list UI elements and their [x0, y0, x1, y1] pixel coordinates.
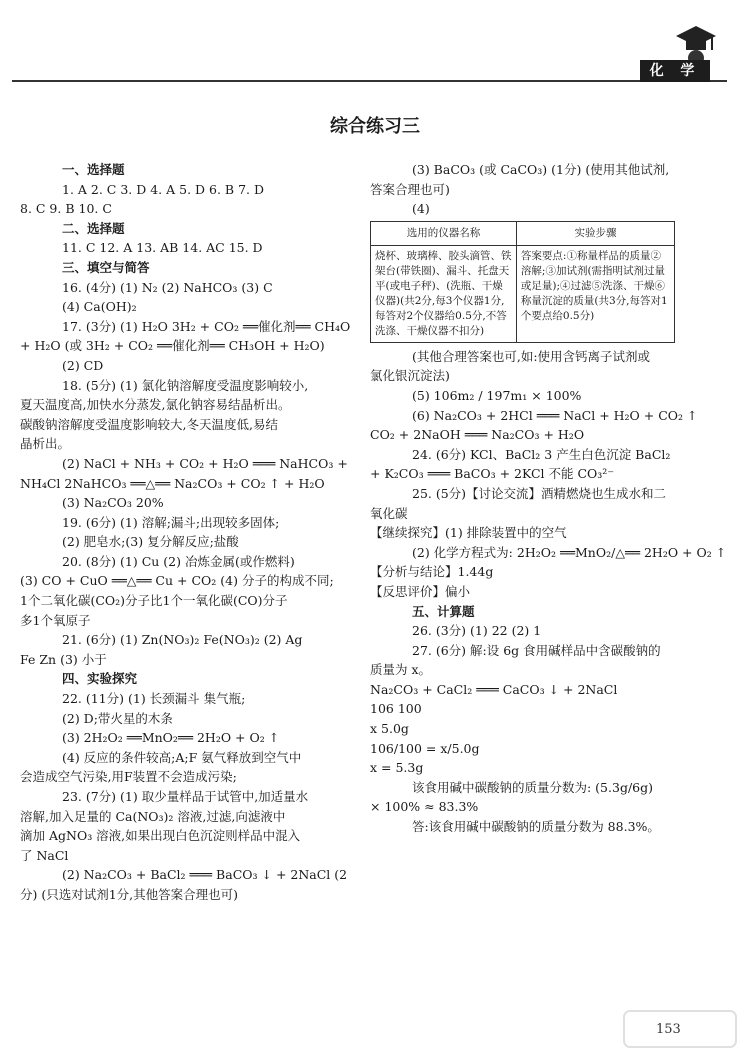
answer-line: 质量为 x。 [370, 662, 432, 678]
answer-line: (2) Na₂CO₃ + BaCl₂ ═══ BaCO₃ ↓ + 2NaCl (2 [62, 867, 348, 883]
answer-line: 11. C 12. A 13. AB 14. AC 15. D [62, 240, 263, 256]
answer-line: (4) [412, 201, 430, 217]
answer-line: CO₂ + 2NaOH ═══ Na₂CO₃ + H₂O [370, 427, 585, 443]
answer-line: (2) 化学方程式为: 2H₂O₂ ══MnO₂/△══ 2H₂O + O₂ ↑ [412, 544, 727, 560]
answer-line: (4) 反应的条件较高;A;F 氨气释放到空气中 [62, 749, 302, 765]
section-heading: 二、选择题 [62, 220, 125, 236]
answer-line: 106 100 [370, 701, 422, 717]
answer-line: (3) BaCO₃ (或 CaCO₃) (1分) (使用其他试剂, [412, 162, 670, 177]
answer-line: 8. C 9. B 10. C [20, 201, 112, 217]
section-heading: 三、填空与简答 [62, 259, 150, 275]
answer-line: NH₄Cl 2NaHCO₃ ══△══ Na₂CO₃ + CO₂ ↑ + H₂O [20, 475, 325, 491]
answer-line: x 5.0g [370, 721, 409, 737]
answer-line: 晶析出。 [20, 436, 71, 452]
answer-line: (2) NaCl + NH₃ + CO₂ + H₂O ═══ NaHCO₃ + [62, 455, 348, 471]
answer-line: 溶解,加入足量的 Ca(NO₃)₂ 溶液,过滤,向滤液中 [20, 808, 286, 824]
section-heading: 五、计算题 [412, 603, 475, 619]
experiment-table [370, 221, 675, 343]
answer-line: 【分析与结论】1.44g [370, 564, 494, 580]
answer-line: (6) Na₂CO₃ + 2HCl ═══ NaCl + H₂O + CO₂ ↑ [412, 407, 698, 423]
answer-line: 该食用碱中碳酸钠的质量分数为: (5.3g/6g) [412, 779, 653, 795]
answer-line: 1个二氧化碳(CO₂)分子比1个一氧化碳(CO)分子 [20, 593, 288, 609]
answer-line: x = 5.3g [370, 760, 424, 776]
answer-line: 会造成空气污染,用F装置不会造成污染; [20, 769, 237, 785]
section-heading: 四、实验探究 [62, 671, 138, 687]
answer-line: 滴加 AgNO₃ 溶液,如果出现白色沉淀则样品中混入 [20, 828, 301, 844]
answer-line: 24. (6分) KCl、BaCl₂ 3 产生白色沉淀 BaCl₂ [412, 446, 671, 462]
answer-line: (2) D;带火星的木条 [62, 710, 173, 726]
answer-line: 106/100 = x/5.0g [370, 740, 480, 756]
answer-line: Fe Zn (3) 小于 [20, 651, 107, 667]
answer-line: 26. (3分) (1) 22 (2) 1 [412, 623, 542, 639]
answer-line: (2) CD [62, 357, 104, 373]
answer-line: 夏天温度高,加快水分蒸发,氯化钠容易结晶析出。 [20, 397, 291, 413]
right-column-top [370, 160, 698, 219]
table-cell-instruments: 烧杯、玻璃棒、胶头滴管、铁架台(带铁圈)、漏斗、托盘天平(或电子秤)、(洗瓶、干燥仪器)(共2分,每3个仪器1分,每答对2个仪器给0.5分,不答洗涤、干燥仪器不扣分) [371, 245, 517, 342]
answer-line: 氯化银沉淀法) [370, 368, 450, 384]
answer-line: (5) 106m₂ / 197m₁ × 100% [412, 387, 582, 403]
answer-line: 【反思评价】偏小 [370, 583, 471, 599]
right-column-bottom [370, 347, 727, 837]
answer-line: 1. A 2. C 3. D 4. A 5. D 6. B 7. D [62, 181, 265, 197]
answer-line: (3) CO + CuO ══△══ Cu + CO₂ (4) 分子的构成不同; [20, 573, 334, 589]
answer-line: (其他合理答案也可,如:使用含钙离子试剂或 [412, 348, 651, 364]
answer-line: 18. (5分) (1) 氯化钠溶解度受温度影响较小, [62, 377, 309, 393]
page-title: 综合练习三 [330, 116, 420, 137]
answer-line: 答:该食用碱中碳酸钠的质量分数为 88.3%。 [412, 819, 660, 835]
subject-tab: 化 学 [640, 60, 710, 82]
left-column [20, 160, 351, 905]
answer-line: 【继续探究】(1) 排除装置中的空气 [370, 525, 567, 541]
answer-line: 17. (3分) (1) H₂O 3H₂ + CO₂ ══催化剂══ CH₄O [62, 318, 351, 334]
section-heading: 一、选择题 [62, 162, 125, 177]
answer-line: Na₂CO₃ + CaCl₂ ═══ CaCO₃ ↓ + 2NaCl [370, 681, 618, 697]
answer-line: 25. (5分)【讨论交流】酒精燃烧也生成水和二 [412, 485, 667, 501]
answer-line: 了 NaCl [20, 847, 69, 863]
table-cell-steps: 答案要点:①称量样品的质量②溶解;③加试剂(需指明试剂过量或足量);④过滤⑤洗涤、干燥⑥称量沉淀的质量(共3分,每答对1个要点给0.5分) [516, 245, 674, 342]
answer-line: (4) Ca(OH)₂ [62, 299, 137, 315]
answer-line: 21. (6分) (1) Zn(NO₃)₂ Fe(NO₃)₂ (2) Ag [62, 632, 303, 648]
right-column [370, 160, 727, 837]
answer-line: 氧化碳 [370, 505, 408, 521]
answer-line: 答案合理也可) [370, 181, 450, 197]
table-header-instruments: 选用的仪器名称 [371, 221, 517, 245]
answer-line: (2) 肥皂水;(3) 复分解反应;盐酸 [62, 534, 239, 550]
answer-line: 19. (6分) (1) 溶解;漏斗;出现较多固体; [62, 514, 280, 530]
answer-line: 16. (4分) (1) N₂ (2) NaHCO₃ (3) C [62, 279, 273, 295]
answer-line: 20. (8分) (1) Cu (2) 冶炼金属(或作燃料) [62, 553, 295, 569]
table-header-steps: 实验步骤 [516, 221, 674, 245]
answer-line: (3) Na₂CO₃ 20% [62, 495, 164, 511]
answer-line: × 100% ≈ 83.3% [370, 799, 479, 815]
answer-line: 22. (11分) (1) 长颈漏斗 集气瓶; [62, 691, 246, 707]
answer-line: 碳酸钠溶解度受温度影响较大,冬天温度低,易结 [20, 416, 278, 432]
answer-line: 27. (6分) 解:设 6g 食用碱样品中含碳酸钠的 [412, 642, 661, 658]
answer-line: 分) (只选对试剂1分,其他答案合理也可) [20, 886, 239, 902]
answer-line: + K₂CO₃ ═══ BaCO₃ + 2KCl 不能 CO₃²⁻ [370, 466, 614, 482]
answer-line: (3) 2H₂O₂ ══MnO₂══ 2H₂O + O₂ ↑ [62, 730, 280, 746]
page-number: 153 [656, 1022, 681, 1037]
header-rule [12, 80, 727, 82]
answer-line: + H₂O (或 3H₂ + CO₂ ══催化剂══ CH₃OH + H₂O) [20, 338, 325, 354]
answer-line: 多1个氧原子 [20, 612, 91, 628]
answer-line: 23. (7分) (1) 取少量样品于试管中,加适量水 [62, 789, 309, 804]
